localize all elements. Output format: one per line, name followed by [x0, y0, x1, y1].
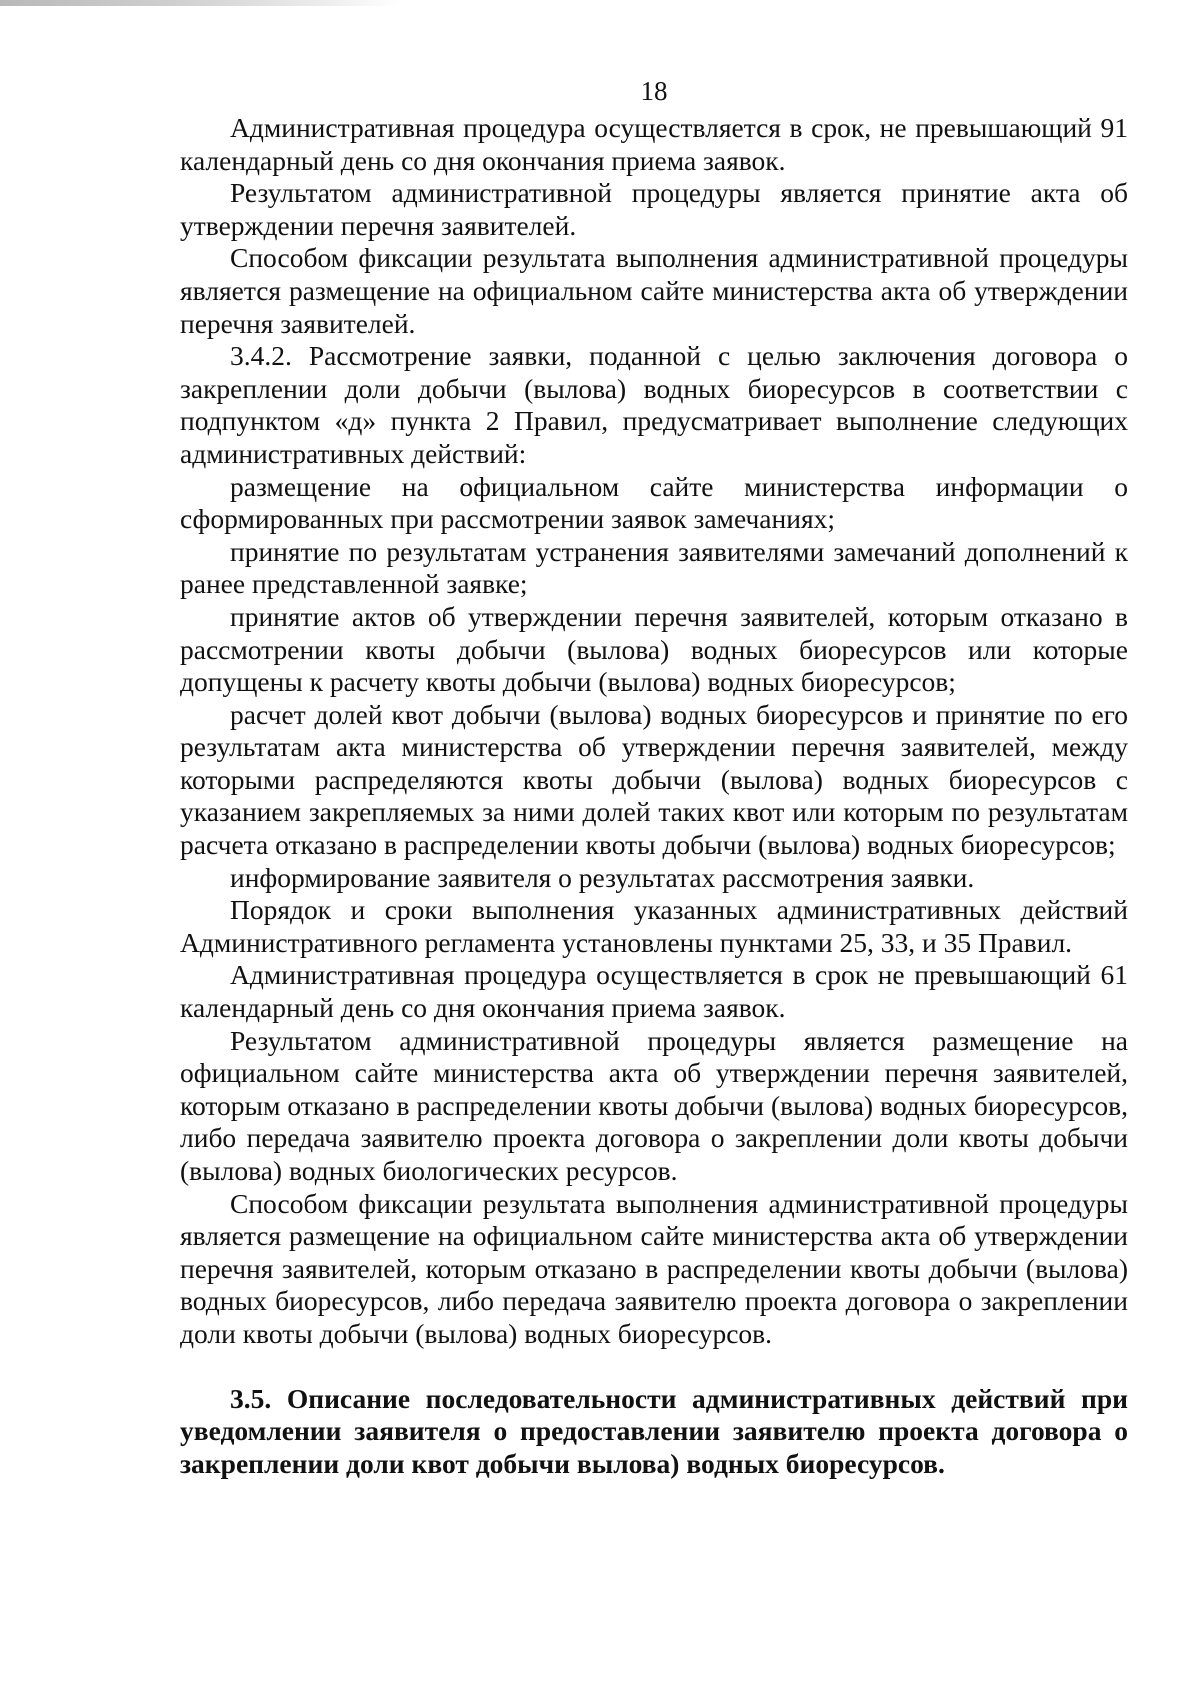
list-item-calculation: расчет долей квот добычи (вылова) водных биоресурсов и принятие по его результатам акта министерства об утверждении перечня заявителей, между которыми распределяются квоты добычи (вылова) водных биоресурсов с указанием закрепляемых за ними долей таких квот или которым по результатам расчета отказано в распределении квоты добычи (вылова) водных биоресурсов;	[180, 698, 1128, 861]
paragraph-procedure-order: Порядок и сроки выполнения указанных административных действий Административного регламента установлены пунктами 25, 33, и 35 Правил.	[180, 894, 1128, 958]
paragraph-deadline-61: Административная процедура осуществляется в срок не превышающий 61 календарный день со дня окончания приема заявок.	[180, 959, 1128, 1024]
scan-edge-artifact	[0, 0, 400, 6]
page-number: 18	[640, 76, 668, 106]
list-item-publication: размещение на официальном сайте министерства информации о сформированных при рассмотрении заявок замечаниях;	[180, 470, 1128, 535]
list-item-acts: принятие актов об утверждении перечня заявителей, которым отказано в рассмотрении квоты добычи (вылова) водных биоресурсов или которые допущены к расчету квоты добычи (вылова) водных биоресурсов;	[180, 600, 1128, 698]
paragraph-deadline-91: Административная процедура осуществляется в срок, не превышающий 91 календарный день со дня окончания приема заявок.	[180, 112, 1128, 176]
body-text	[180, 112, 1128, 1351]
list-item-informing: информирование заявителя о результатах рассмотрения заявки.	[230, 861, 975, 893]
paragraph-fixation-method: Способом фиксации результата выполнения административной процедуры является размещение на официальном сайте министерства акта об утверждении перечня заявителей.	[180, 242, 1128, 339]
list-item-additions: принятие по результатам устранения заявителями замечаний дополнений к ранее представленной заявке;	[180, 535, 1128, 600]
paragraph-3-4-2: 3.4.2. Рассмотрение заявки, поданной с целью заключения договора о закреплении доли добычи (вылова) водных биоресурсов в соответствии с подпунктом «д» пункта 2 Правил, предусматривает выполнение следующих административных действий:	[180, 340, 1128, 469]
document-page	[180, 70, 1128, 1480]
paragraph-fixation-method-2: Способом фиксации результата выполнения административной процедуры является размещение на официальном сайте министерства акта об утверждении перечня заявителей, которым отказано в распределении квоты добычи (вылова) водных биоресурсов, либо передача заявителю проекта договора о закреплении доли квоты добычи (вылова) водных биоресурсов.	[180, 1187, 1128, 1349]
paragraph-result-publication: Результатом административной процедуры является размещение на официальном сайте министерства акта об утверждении перечня заявителей, которым отказано в распределении квоты добычи (вылова) водных биоресурсов, либо передача заявителю проекта договора о закреплении доли квоты добычи (вылова) водных биологических ресурсов.	[180, 1024, 1128, 1186]
paragraph-result-act: Результатом административной процедуры является принятие акта об утверждении перечня заявителей.	[180, 177, 1128, 241]
section-heading-3-5: 3.5. Описание последовательности административных действий при уведомлении заявителя о предоставлении заявителю проекта договора о закреплении доли квот добычи вылова) водных биоресурсов.	[180, 1382, 1128, 1479]
